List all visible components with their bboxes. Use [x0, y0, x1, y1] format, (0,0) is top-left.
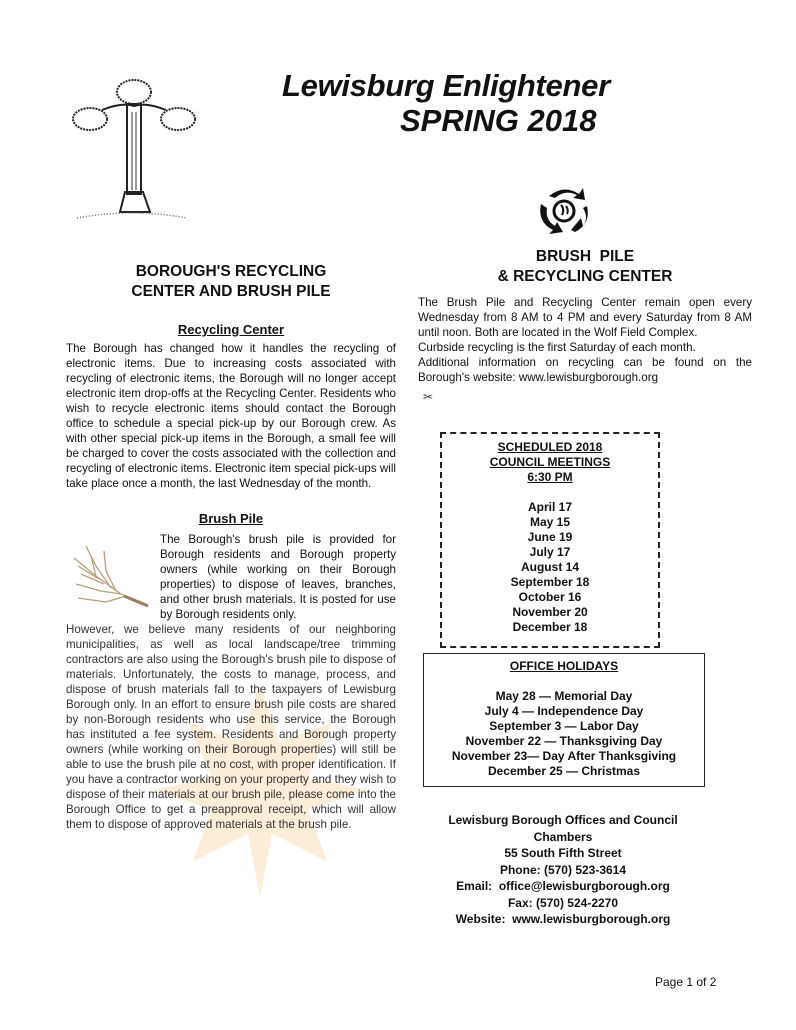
contact-address: 55 South Fifth Street	[504, 846, 622, 860]
holiday-item: September 3 — Labor Day	[489, 719, 639, 733]
right-column	[418, 247, 752, 385]
brush-recycling-heading	[418, 247, 752, 287]
left-column	[66, 262, 396, 832]
meeting-date: December 18	[512, 620, 588, 634]
section-heading-line2: CENTER AND BRUSH PILE	[131, 283, 331, 300]
meeting-date: August 14	[520, 560, 579, 574]
contact-phone: Phone: (570) 523-3614	[499, 862, 627, 877]
section-heading-line1: BOROUGH'S RECYCLING	[135, 263, 327, 280]
recycle-globe-icon	[535, 184, 593, 236]
brush-pile-body-2: However, we believe many residents of our neighboring municipalities, as well as local landscape/tree trimming contractors are also using the Borough's brush pile to dispose of materials. Unfortunately, the costs to manage, process, and dispose of brush materials fall to the taxpayers of Lewisburg Borough only. In an effort to ensure brush pile costs are shared by non-Borough residents who use this service, the Borough has instituted a fee system. Residents and Borough property owners (while working on their Borough properties) will still be able to use the brush pile at no cost, with proper identification. If you have a contractor working on your property and they wish to dispose of their materials at our brush pile, please come into the Borough Office to get a preapproval receipt, which will allow them to dispose of approved materials at the brush pile.	[66, 623, 396, 831]
newsletter-issue: SPRING 2018	[400, 103, 597, 138]
website-paragraph: Additional information on recycling can be found on the Borough's website: www.lewisburgborough.org	[418, 356, 752, 384]
meeting-date: November 20	[512, 605, 588, 619]
contact-line1: Lewisburg Borough Offices and Council	[448, 813, 678, 827]
contact-email[interactable]: Email: office@lewisburgborough.org	[456, 879, 670, 893]
council-title-line1: SCHEDULED 2018	[497, 440, 603, 454]
meeting-date: May 15	[529, 515, 571, 529]
contact-line2: Chambers	[533, 829, 593, 844]
council-time: 6:30 PM	[527, 470, 573, 484]
holiday-item: July 4 — Independence Day	[484, 704, 644, 718]
brush-pile-heading: Brush Pile	[198, 511, 264, 526]
contact-website[interactable]: Website: www.lewisburgborough.org	[455, 912, 671, 926]
council-title-line2: COUNCIL MEETINGS	[489, 455, 611, 469]
holiday-item: November 23— Day After Thanksgiving	[451, 749, 677, 763]
newsletter-title: Lewisburg Enlightener	[282, 68, 610, 103]
holiday-item: December 25 — Christmas	[487, 764, 641, 778]
meeting-date: September 18	[510, 575, 590, 589]
recycling-center-body: The Borough has changed how it handles the recycling of electronic items. Due to increasing costs associated with recycling of electronic items, the Borough will no longer accept electronic item drop-offs at the Recycling Center. Residents who wish to recycle electronic items should contact the Borough office to schedule a special pick-up by our Borough crew. As with other special pick-up items in the Borough, a small fee will be charged to cover the costs associated with the collection and recycling of electronic items. Electronic item special pick-ups will take place once a month, the last Wednesday of the month.	[66, 342, 396, 490]
scissors-icon: ✂	[423, 390, 434, 404]
brush-branch-image	[66, 536, 154, 618]
street-lamp-icon	[62, 72, 202, 227]
contact-fax: Fax: (570) 524-2270	[507, 895, 619, 910]
curbside-paragraph: Curbside recycling is the first Saturday of each month.	[418, 341, 696, 354]
page-number: Page 1 of 2	[655, 975, 717, 989]
meeting-date: July 17	[529, 545, 571, 559]
hours-paragraph: The Brush Pile and Recycling Center remain open every Wednesday from 8 AM to 4 PM and every Saturday from 8 AM until noon. Both are located in the Wolf Field Complex.	[418, 296, 752, 339]
contact-block	[418, 812, 708, 928]
brush-recycling-heading-line1: BRUSH PILE	[535, 248, 635, 265]
office-holidays-box	[423, 653, 705, 787]
recycling-center-heading: Recycling Center	[177, 322, 285, 337]
holidays-title: OFFICE HOLIDAYS	[509, 659, 619, 673]
meeting-date: October 16	[518, 590, 582, 604]
brush-recycling-heading-line2: & RECYCLING CENTER	[497, 268, 673, 285]
holiday-item: November 22 — Thanksgiving Day	[465, 734, 663, 748]
council-meetings-box	[440, 432, 660, 648]
meeting-date: June 19	[527, 530, 573, 544]
brush-pile-body-1: The Borough's brush pile is provided for Borough residents and Borough property owners (while working on their Borough properties) to dispose of leaves, branches, and other brush materials. It is posted for use by Borough residents only.	[160, 533, 396, 621]
section-heading	[66, 262, 396, 302]
meeting-date: April 17	[527, 500, 572, 514]
holiday-item: May 28 — Memorial Day	[495, 689, 633, 703]
